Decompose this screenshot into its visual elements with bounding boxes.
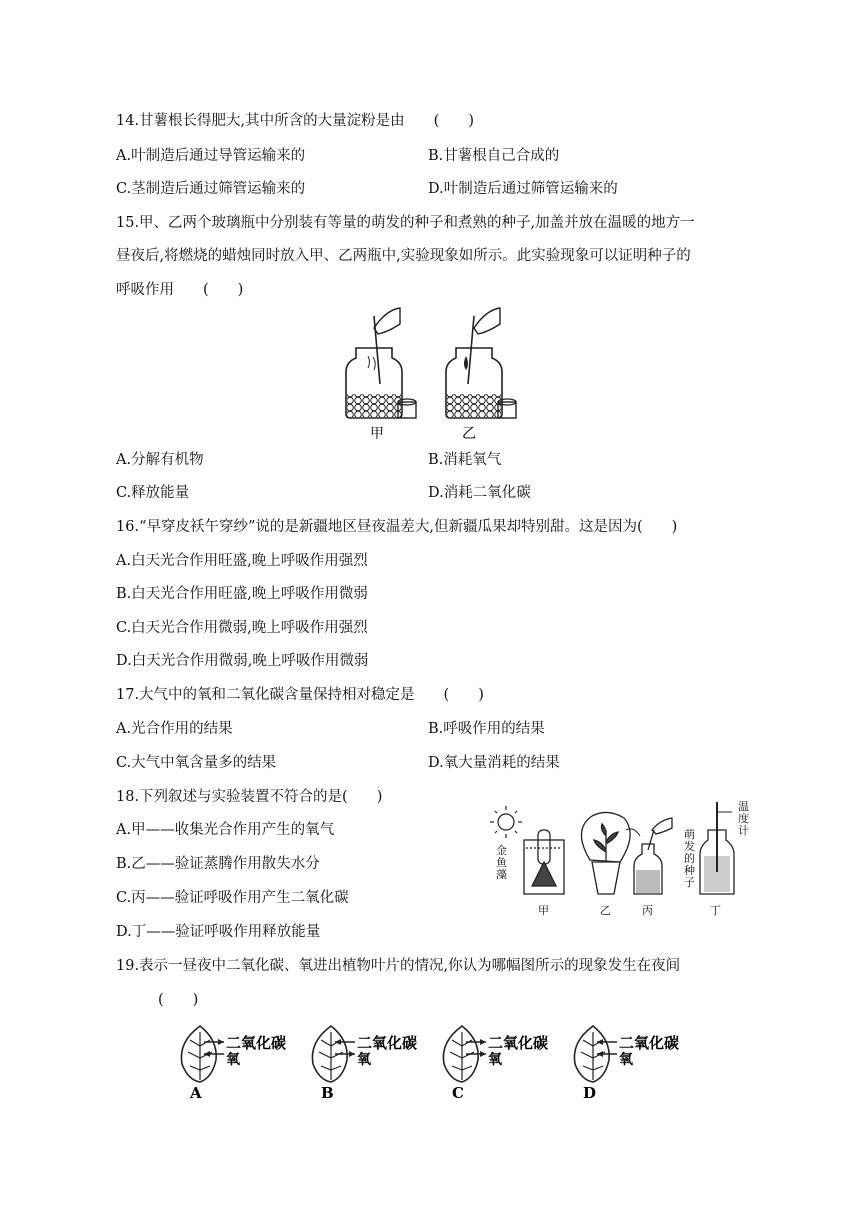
mengfa-char-3: 的 — [684, 852, 695, 865]
q17-stem: 17.大气中的氧和二氧化碳含量保持相对稳定是 ( ) — [116, 687, 484, 703]
mengfa-char-1: 萌 — [684, 828, 695, 841]
arrow-in-icon — [335, 1039, 341, 1045]
q14-option-d: D.叶制造后通过筛管运输来的 — [428, 181, 618, 197]
q15-stem-line1: 15.甲、乙两个玻璃瓶中分别装有等量的萌发的种子和煮熟的种子,加盖并放在温暖的地方一 — [116, 215, 695, 231]
wenduji-char-3: 计 — [738, 824, 749, 837]
leaf-diagram-a — [181, 1026, 286, 1102]
apparatus-ding — [700, 802, 734, 894]
label-jia: 甲 — [370, 426, 384, 442]
apparatus-jia — [524, 830, 564, 894]
q14-option-c: C.茎制造后通过筛管运输来的 — [116, 181, 306, 197]
label-ding: 丁 — [710, 904, 721, 917]
q18-option-c: C.丙——验证呼吸作用产生二氧化碳 — [116, 890, 349, 906]
q16-option-b: B.白天光合作用旺盛,晚上呼吸作用微弱 — [116, 586, 368, 602]
q16-option-d: D.白天光合作用微弱,晚上呼吸作用微弱 — [116, 653, 369, 669]
q18-stem: 18.下列叙述与实验装置不符合的是( ) — [116, 789, 383, 805]
mengfa-char-4: 种 — [684, 864, 695, 877]
co2-label: 二氧化碳 — [619, 1034, 680, 1052]
q19-blank: ( ) — [158, 992, 199, 1008]
label-bing: 丙 — [642, 904, 653, 917]
leaf-diagram-d — [574, 1026, 679, 1102]
q15-option-d: D.消耗二氧化碳 — [428, 485, 531, 501]
wenduji-char-1: 温 — [738, 800, 749, 813]
label-jia: 甲 — [538, 904, 549, 917]
q19-leaf-figure — [176, 1020, 696, 1102]
bottle-yi — [446, 308, 516, 418]
q15-stem-line3: 呼吸作用 ( ) — [116, 282, 244, 298]
q16-stem: 16.“早穿皮袄午穿纱”说的是新疆地区昼夜温差大,但新疆瓜果却特别甜。这是因为( ) — [116, 519, 678, 535]
apparatus-yi — [581, 812, 630, 894]
bottle-jia — [346, 308, 416, 418]
sun-icon — [490, 806, 522, 838]
arrow-in-icon — [597, 1039, 603, 1045]
o2-label: 氧 — [619, 1052, 633, 1068]
option-label: A — [190, 1084, 202, 1102]
o2-label: 氧 — [226, 1052, 240, 1068]
q17-option-c: C.大气中氧含量多的结果 — [116, 755, 277, 771]
jinyuzao-char-2: 鱼 — [496, 856, 507, 869]
apparatus-bing — [626, 818, 672, 894]
q14-stem: 14.甘薯根长得肥大,其中所含的大量淀粉是由 ( ) — [116, 113, 474, 129]
option-label: D — [583, 1084, 597, 1102]
arrow-out-icon — [349, 1051, 355, 1057]
q16-option-c: C.白天光合作用微弱,晚上呼吸作用强烈 — [116, 620, 368, 636]
q19-stem: 19.表示一昼夜中二氧化碳、氧进出植物叶片的情况,你认为哪幅图所示的现象发生在夜间 — [116, 958, 681, 974]
q15-bottle-figure — [338, 306, 528, 446]
q15-stem-line2: 昼夜后,将燃烧的蜡烛同时放入甲、乙两瓶中,实验现象如所示。此实验现象可以证明种子的 — [116, 248, 691, 264]
q17-option-a: A.光合作用的结果 — [116, 721, 233, 737]
o2-label: 氧 — [488, 1052, 502, 1068]
leaf-diagram-b — [312, 1026, 417, 1102]
q14-option-a: A.叶制造后通过导管运输来的 — [116, 148, 306, 164]
mengfa-char-2: 发 — [684, 840, 695, 853]
q16-option-a: A.白天光合作用旺盛,晚上呼吸作用强烈 — [116, 553, 368, 569]
co2-label: 二氧化碳 — [357, 1034, 418, 1052]
label-yi: 乙 — [600, 904, 611, 917]
arrow-out-icon — [480, 1039, 486, 1045]
q18-option-d: D.丁——验证呼吸作用释放能量 — [116, 924, 321, 940]
mengfa-char-5: 子 — [684, 876, 695, 889]
q18-apparatus-figure — [488, 800, 764, 922]
jinyuzao-char-1: 金 — [496, 844, 507, 857]
arrow-out-icon — [218, 1039, 224, 1045]
arrow-out-icon — [480, 1051, 486, 1057]
q18-option-a: A.甲——收集光合作用产生的氧气 — [116, 822, 335, 838]
option-label: B — [321, 1084, 334, 1102]
o2-label: 氧 — [357, 1052, 371, 1068]
option-label: C — [452, 1084, 464, 1102]
co2-label: 二氧化碳 — [226, 1034, 287, 1052]
q14-option-b: B.甘薯根自己合成的 — [428, 148, 560, 164]
q18-option-b: B.乙——验证蒸腾作用散失水分 — [116, 856, 320, 872]
wenduji-char-2: 度 — [738, 812, 749, 825]
q15-option-c: C.释放能量 — [116, 485, 190, 501]
q17-option-d: D.氧大量消耗的结果 — [428, 755, 560, 771]
jinyuzao-char-3: 藻 — [496, 868, 507, 881]
label-yi: 乙 — [462, 426, 476, 442]
q15-option-b: B.消耗氧气 — [428, 452, 502, 468]
leaf-diagram-c — [443, 1026, 548, 1102]
q17-option-b: B.呼吸作用的结果 — [428, 721, 545, 737]
co2-label: 二氧化碳 — [488, 1034, 549, 1052]
q15-option-a: A.分解有机物 — [116, 452, 204, 468]
